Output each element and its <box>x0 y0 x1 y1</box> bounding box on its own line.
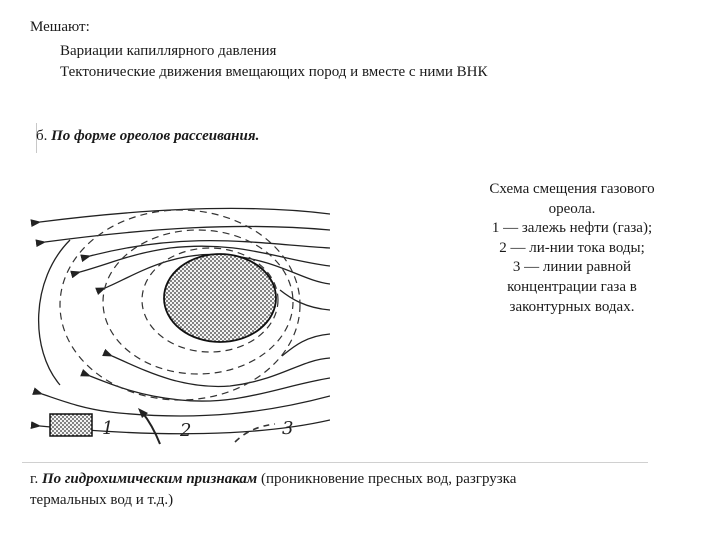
section-g-line1 <box>30 470 516 489</box>
header-title: Мешают: <box>30 19 90 35</box>
flow-line <box>42 394 330 416</box>
legend-deposit-swatch <box>50 414 92 436</box>
flow-line <box>112 356 330 386</box>
section-g-title: По гидрохимическим признакам <box>41 471 258 487</box>
flow-line <box>90 241 330 256</box>
section-g-label: г. <box>30 471 39 487</box>
section-g-line2: термальных вод и т.д.) <box>30 492 174 508</box>
halo-displacement-diagram <box>30 200 330 455</box>
flow-line <box>45 226 330 242</box>
section-b-heading <box>36 127 259 146</box>
section-b-label: б. <box>36 128 48 144</box>
caption-line: 1 — залежь нефти (газа); <box>491 220 653 237</box>
flow-line <box>280 290 330 310</box>
legend-dashed-line-icon <box>235 424 275 442</box>
caption-line: 2 — ли-нии тока воды; <box>499 239 645 256</box>
header-item-capillary: Вариации капиллярного давления <box>60 43 277 59</box>
caption-line: концентрации газа в <box>507 278 637 295</box>
caption-line: законтурных водах. <box>509 298 635 315</box>
caption-line: Схема смещения газового <box>489 181 655 197</box>
caption-line: ореола. <box>548 200 596 217</box>
flow-line <box>40 208 330 222</box>
section-divider <box>22 462 648 463</box>
legend-number-2: 2 <box>180 420 192 441</box>
legend-number-3: 3 <box>282 418 294 439</box>
caption-line: 3 — линии равной <box>512 259 632 276</box>
legend-number-1: 1 <box>102 418 114 439</box>
deposit-body <box>164 254 276 342</box>
header-item-tectonic: Тектонические движения вмещающих пород и вместе с ними ВНК <box>60 64 488 80</box>
section-b-title: По форме ореолов рассеивания. <box>51 128 260 144</box>
legend-flow-arrow-icon <box>142 412 160 444</box>
flow-line <box>39 240 70 385</box>
figure-caption <box>448 180 696 317</box>
flow-line <box>90 376 330 401</box>
section-g-text: (проникновение пресных вод, разгрузка <box>257 471 517 487</box>
